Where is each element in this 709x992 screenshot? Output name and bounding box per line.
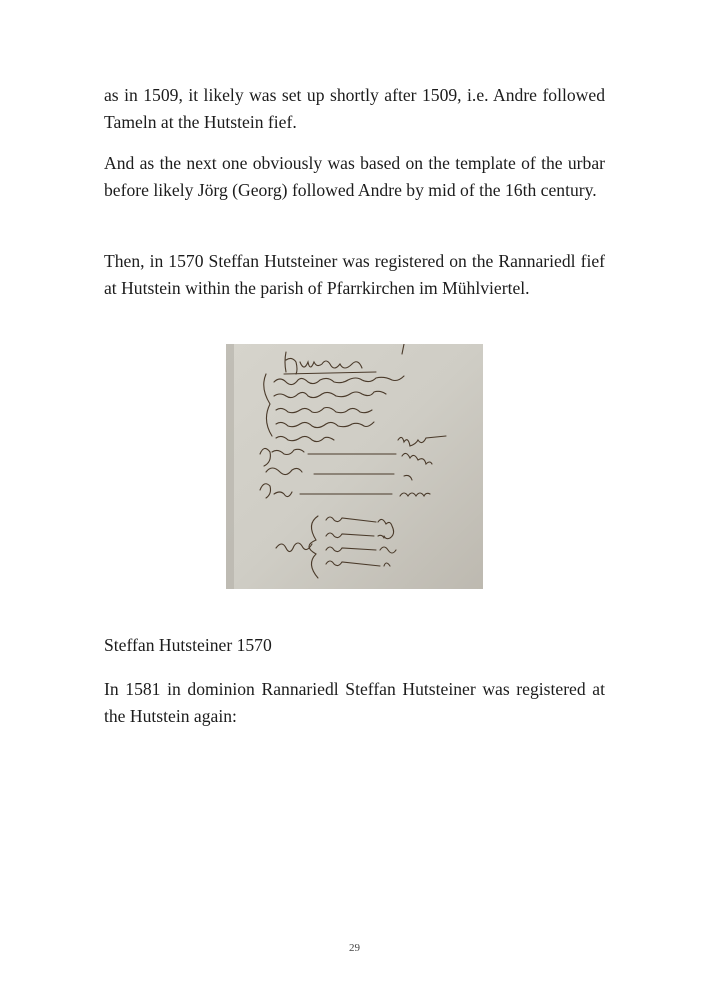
paragraph-2: And as the next one obviously was based on the template of the urbar before likely Jörg (Georg) followed Andre by mid of the 16th century.: [104, 153, 605, 200]
page-number: 29: [349, 942, 360, 954]
paragraph-1: as in 1509, it likely was set up shortly after 1509, i.e. Andre followed Tameln at the Hutstein fief.: [104, 85, 605, 132]
manuscript-illustration: [226, 344, 483, 589]
paragraph-4: In 1581 in dominion Rannariedl Steffan Hutsteiner was registered at the Hutstein again:: [104, 679, 605, 726]
paragraph-3: Then, in 1570 Steffan Hutsteiner was registered on the Rannariedl fief at Hutstein within the parish of Pfarrkirchen im Mühlviertel.: [104, 251, 605, 298]
manuscript-photo: [226, 344, 483, 589]
page-gutter: [226, 344, 234, 589]
figure-caption: Steffan Hutsteiner 1570: [104, 635, 272, 655]
